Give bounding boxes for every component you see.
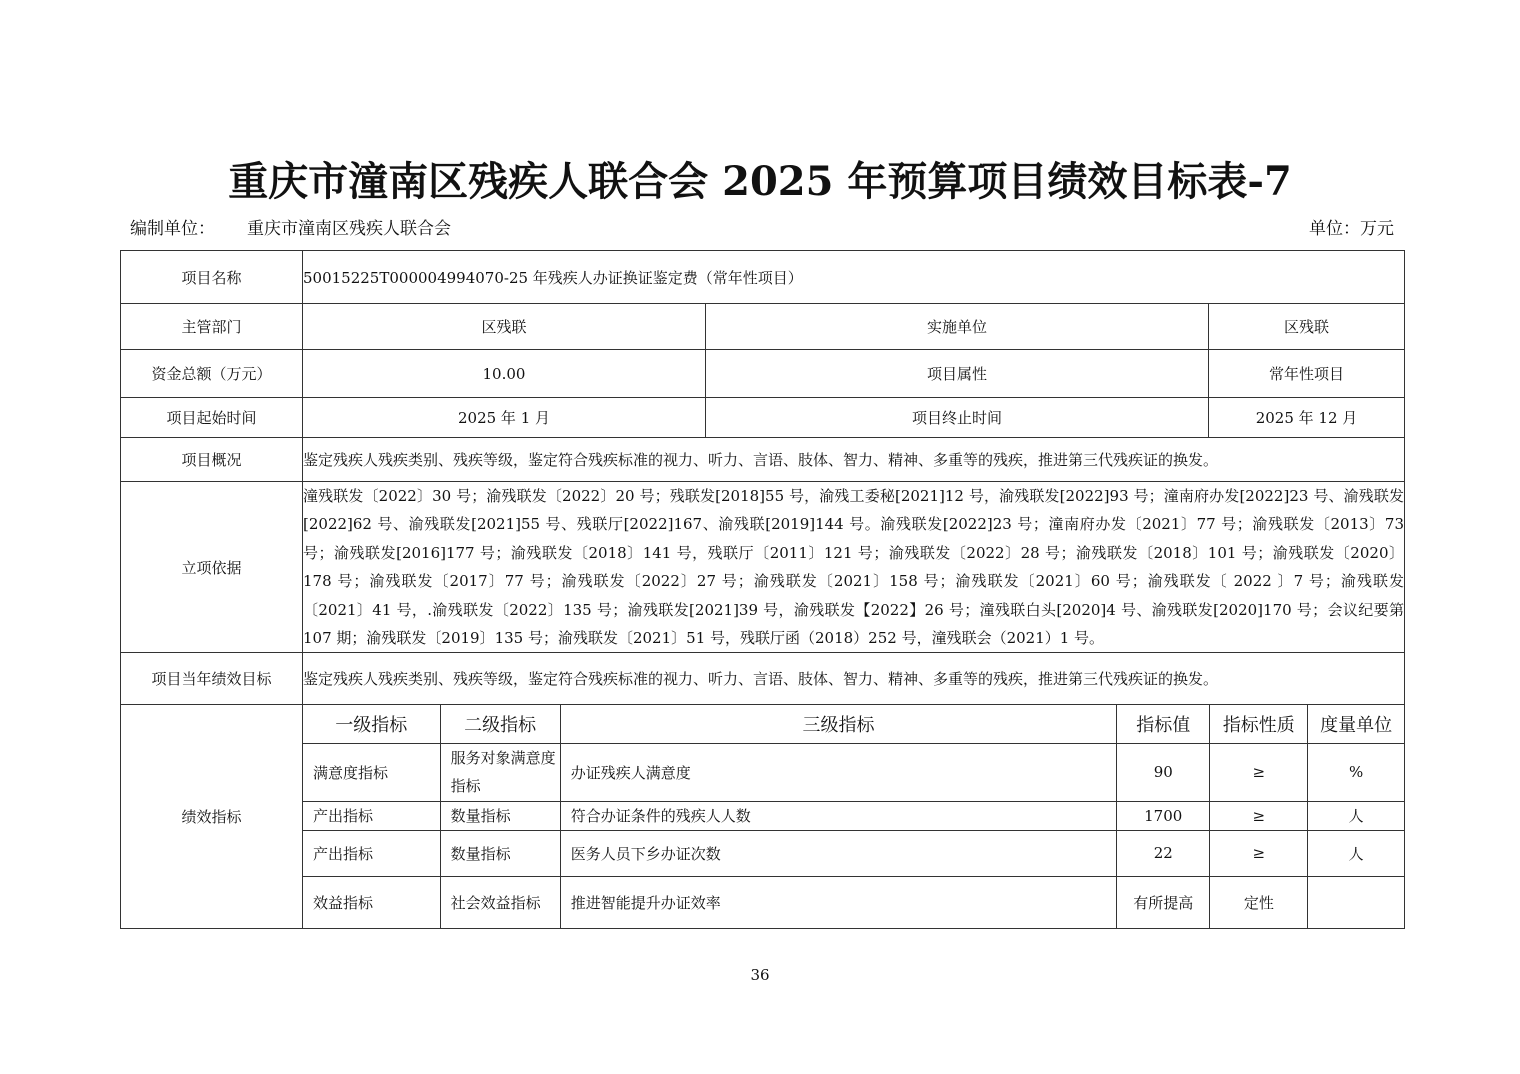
start-value: 2025 年 1 月 [303, 398, 706, 438]
indicator-unit: % [1308, 743, 1404, 801]
indicator-nature: ≥ [1210, 830, 1308, 876]
indicator-level3: 办证残疾人满意度 [560, 743, 1117, 801]
indicator-label: 绩效指标 [121, 705, 303, 929]
project-name-label: 项目名称 [121, 251, 303, 304]
attr-value: 常年性项目 [1209, 350, 1405, 398]
start-label: 项目起始时间 [121, 398, 303, 438]
page-title: 重庆市潼南区残疾人联合会 2025 年预算项目绩效目标表-7 [228, 158, 1292, 205]
unit-label: 单位：万元 [1309, 219, 1394, 239]
indicator-table [303, 705, 1404, 928]
indicator-nature: ≥ [1210, 801, 1308, 830]
goal-label: 项目当年绩效目标 [121, 653, 303, 705]
project-name-value: 50015225T000004994070-25 年残疾人办证换证鉴定费（常年性项目） [303, 251, 1405, 304]
indicator-nature: 定性 [1210, 876, 1308, 928]
row-project-name [121, 251, 1405, 304]
header-meta [130, 214, 1394, 240]
funds-value: 10.00 [303, 350, 706, 398]
table-row [303, 876, 1404, 928]
end-value: 2025 年 12 月 [1209, 398, 1405, 438]
impl-value: 区残联 [1209, 304, 1405, 350]
row-goal [121, 653, 1405, 705]
header-nature: 指标性质 [1210, 705, 1308, 743]
indicator-level2: 服务对象满意度指标 [440, 743, 560, 801]
page-number: 36 [750, 966, 770, 984]
funds-label: 资金总额（万元） [121, 350, 303, 398]
header-level1: 一级指标 [303, 705, 440, 743]
overview-label: 项目概况 [121, 438, 303, 482]
overview-value: 鉴定残疾人残疾类别、残疾等级，鉴定符合残疾标准的视力、听力、言语、肢体、智力、精神、多重等的残疾，推进第三代残疾证的换发。 [303, 438, 1405, 482]
row-funds [121, 350, 1405, 398]
indicator-unit [1308, 876, 1404, 928]
compile-unit-value: 重庆市潼南区残疾人联合会 [247, 219, 451, 239]
indicator-value: 有所提高 [1117, 876, 1210, 928]
indicator-level3: 医务人员下乡办证次数 [560, 830, 1117, 876]
table-row [303, 743, 1404, 801]
row-overview [121, 438, 1405, 482]
indicator-level1: 产出指标 [303, 830, 440, 876]
indicator-level3: 符合办证条件的残疾人人数 [560, 801, 1117, 830]
indicator-level2: 数量指标 [440, 830, 560, 876]
indicator-unit: 人 [1308, 801, 1404, 830]
row-dept [121, 304, 1405, 350]
header-level2: 二级指标 [440, 705, 560, 743]
performance-table [120, 250, 1405, 929]
basis-label: 立项依据 [121, 482, 303, 653]
dept-value: 区残联 [303, 304, 706, 350]
header-value: 指标值 [1117, 705, 1210, 743]
indicator-level1: 满意度指标 [303, 743, 440, 801]
attr-label: 项目属性 [706, 350, 1209, 398]
indicator-level1: 产出指标 [303, 801, 440, 830]
dept-label: 主管部门 [121, 304, 303, 350]
indicator-cell [303, 705, 1405, 929]
end-label: 项目终止时间 [706, 398, 1209, 438]
indicator-header-row [303, 705, 1404, 743]
indicator-level2: 社会效益指标 [440, 876, 560, 928]
header-level3: 三级指标 [560, 705, 1117, 743]
indicator-nature: ≥ [1210, 743, 1308, 801]
basis-value: 潼残联发〔2022〕30 号；渝残联发〔2022〕20 号；残联发[2018]55 号，渝残工委秘[2021]12 号，渝残联发[2022]93 号；潼南府办发[2022]23 号、渝残联发[2022]62 号、渝残联发[2021]55 号、残联厅[2022]167、渝残联[2019]144 号。渝残联发[2022]23 号；潼南府办发〔2021〕77 号；渝残联发〔2013〕73 号；渝残联发[2016]177 号；渝残联发〔2018〕141 号，残联厅〔2011〕121 号；渝残联发〔2022〕28 号；渝残联发〔2018〕101 号；渝残联发〔2020〕178 号；渝残联发〔2017〕77 号；渝残联发〔2022〕27 号；渝残联发〔2021〕158 号；渝残联发〔2021〕60 号；渝残联发〔 2022 〕7 号；渝残联发〔2021〕41 号，.渝残联发〔2022〕135 号；渝残联发[2021]39 号，渝残联发【2022】26 号；潼残联白头[2020]4 号、渝残联发[2020]170 号；会议纪要第 107 期；渝残联发〔2019〕135 号；渝残联发〔2021〕51 号，残联厅函（2018）252 号，潼残联会（2021）1 号。 [303, 482, 1405, 653]
indicator-unit: 人 [1308, 830, 1404, 876]
row-indicators [121, 705, 1405, 929]
impl-label: 实施单位 [706, 304, 1209, 350]
indicator-value: 90 [1117, 743, 1210, 801]
indicator-level2: 数量指标 [440, 801, 560, 830]
indicator-value: 1700 [1117, 801, 1210, 830]
indicator-level3: 推进智能提升办证效率 [560, 876, 1117, 928]
compile-unit [130, 214, 451, 239]
goal-value: 鉴定残疾人残疾类别、残疾等级，鉴定符合残疾标准的视力、听力、言语、肢体、智力、精神、多重等的残疾，推进第三代残疾证的换发。 [303, 653, 1405, 705]
header-unit: 度量单位 [1308, 705, 1404, 743]
row-time [121, 398, 1405, 438]
table-row [303, 830, 1404, 876]
compile-unit-label: 编制单位： [130, 219, 215, 239]
row-basis [121, 482, 1405, 653]
table-row [303, 801, 1404, 830]
indicator-level1: 效益指标 [303, 876, 440, 928]
indicator-value: 22 [1117, 830, 1210, 876]
